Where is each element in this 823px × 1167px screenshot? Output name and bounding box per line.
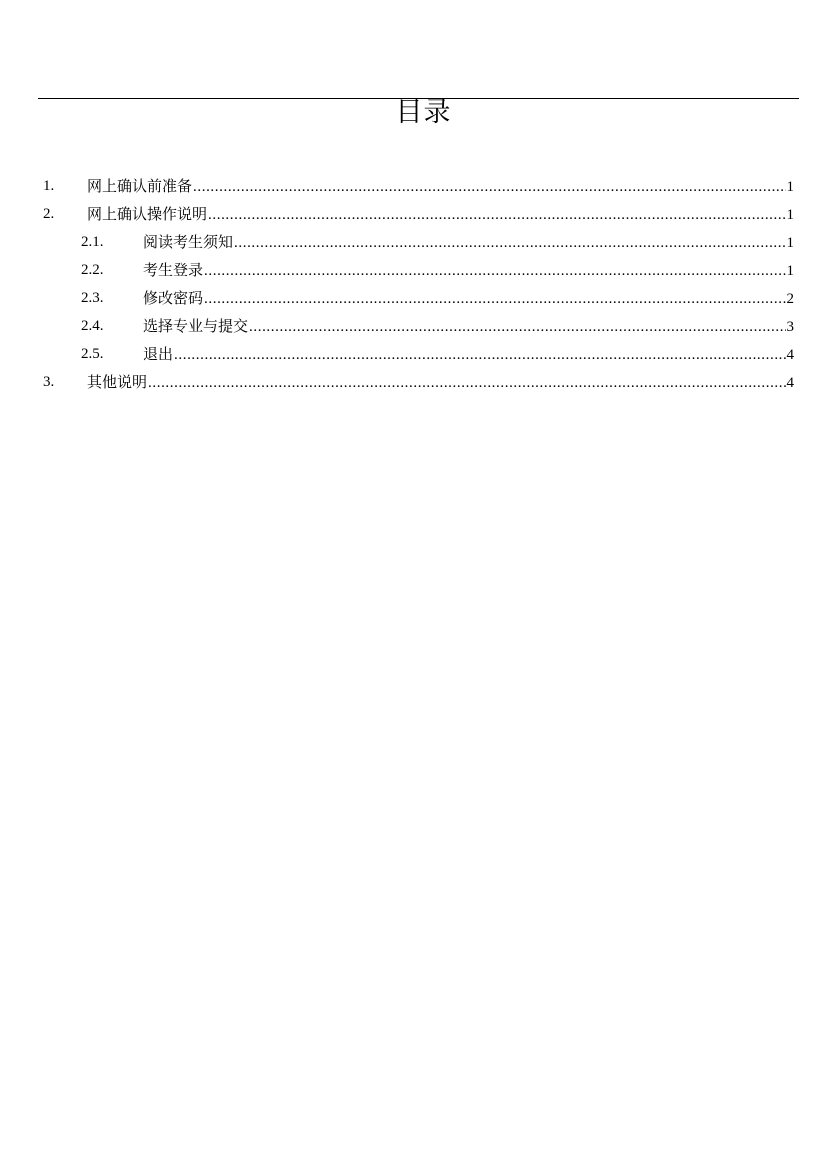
toc-entry-label: 修改密码	[143, 289, 204, 307]
toc-entry-page: 2	[786, 291, 794, 307]
toc-entry-2-1[interactable]	[0, 228, 823, 256]
toc-dot-leader	[193, 173, 785, 201]
toc-dot-leader	[208, 201, 785, 229]
toc-entry-link[interactable]	[143, 312, 794, 341]
toc-entry-link[interactable]	[87, 172, 794, 201]
toc-dot-leader	[249, 313, 785, 341]
toc-dot-leader	[204, 257, 785, 285]
toc-entry-label: 网上确认前准备	[87, 177, 193, 195]
toc-entry-2-3[interactable]	[0, 284, 823, 312]
toc-entry-label: 其他说明	[87, 373, 148, 391]
toc-entry-page: 4	[786, 375, 794, 391]
toc-entry-3[interactable]	[0, 368, 823, 396]
toc-entry-page: 4	[786, 347, 794, 363]
toc-entry-link[interactable]	[143, 284, 794, 313]
toc-entry-2[interactable]	[0, 200, 823, 228]
toc-entry-label: 选择专业与提交	[143, 317, 249, 335]
toc-entry-link[interactable]	[87, 200, 794, 229]
toc-entry-page: 1	[786, 179, 794, 195]
toc-entry-2-5[interactable]	[0, 340, 823, 368]
table-of-contents	[0, 172, 823, 396]
toc-entry-page: 1	[786, 263, 794, 279]
toc-entry-2-2[interactable]	[0, 256, 823, 284]
toc-dot-leader	[148, 369, 785, 397]
toc-entry-link[interactable]	[143, 256, 794, 285]
toc-entry-number: 2.	[43, 206, 55, 222]
toc-entry-number: 2.3.	[81, 290, 104, 306]
toc-entry-page: 3	[786, 319, 794, 335]
toc-entry-link[interactable]	[143, 340, 794, 369]
toc-dot-leader	[174, 341, 785, 369]
toc-entry-label: 退出	[143, 345, 174, 363]
toc-entry-page: 1	[786, 235, 794, 251]
toc-entry-number: 2.5.	[81, 346, 104, 362]
toc-entry-page: 1	[786, 207, 794, 223]
toc-entry-number: 3.	[43, 374, 55, 390]
toc-entry-2-4[interactable]	[0, 312, 823, 340]
toc-title: 目录	[395, 97, 452, 128]
toc-entry-number: 2.4.	[81, 318, 104, 334]
toc-entry-link[interactable]	[87, 368, 794, 397]
toc-dot-leader	[204, 285, 785, 313]
toc-entry-number: 2.2.	[81, 262, 104, 278]
toc-entry-label: 阅读考生须知	[143, 233, 234, 251]
toc-entry-link[interactable]	[143, 228, 794, 257]
toc-dot-leader	[234, 229, 785, 257]
toc-entry-label: 考生登录	[143, 261, 204, 279]
toc-entry-number: 1.	[43, 178, 55, 194]
toc-entry-1[interactable]	[0, 172, 823, 200]
toc-entry-number: 2.1.	[81, 234, 104, 250]
toc-entry-label: 网上确认操作说明	[87, 205, 208, 223]
